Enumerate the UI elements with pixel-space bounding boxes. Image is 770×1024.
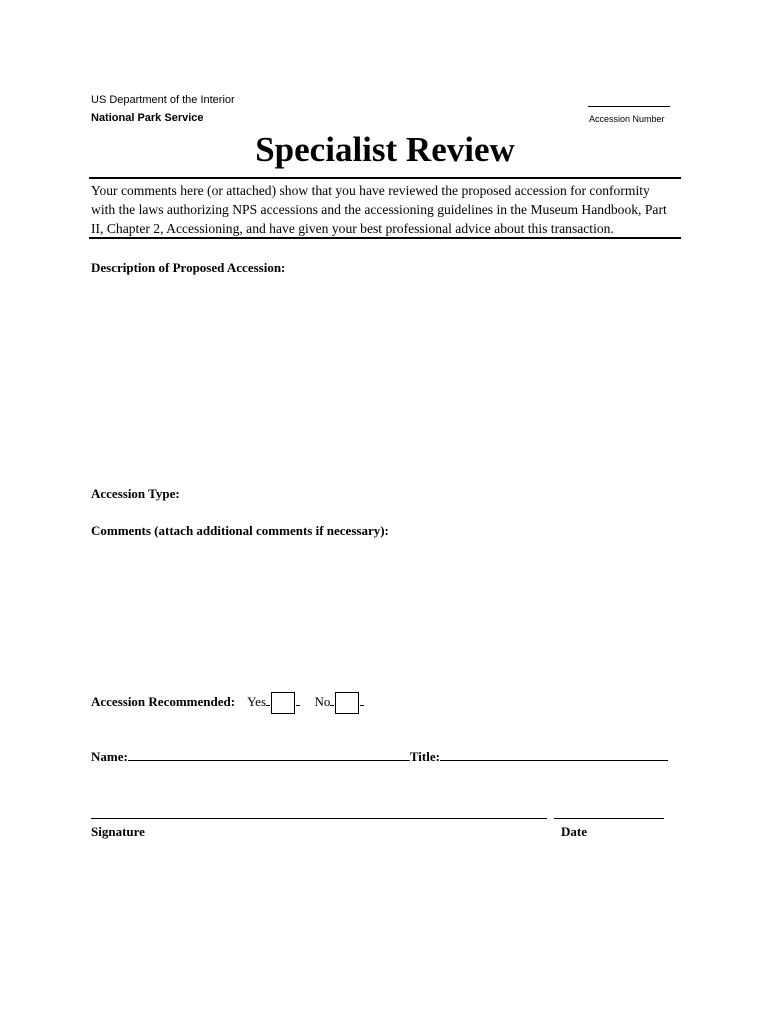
title-label: Title: xyxy=(409,749,440,764)
description-label: Description of Proposed Accession: xyxy=(91,260,286,275)
bottom-divider xyxy=(89,237,681,239)
intro-paragraph xyxy=(91,181,667,238)
name-field[interactable] xyxy=(128,760,410,761)
date-field[interactable] xyxy=(554,806,664,819)
intro-line-2: with the laws authorizing NPS accessions and the accessioning guidelines in the Museum Handbook, Part xyxy=(91,202,667,217)
agency-label: National Park Service xyxy=(91,112,204,124)
accession-number-field[interactable] xyxy=(588,96,670,107)
title-field[interactable] xyxy=(440,760,668,761)
no-label: No xyxy=(314,694,331,709)
description-field[interactable] xyxy=(89,280,681,475)
recommended-label: Accession Recommended: xyxy=(91,694,236,709)
date-label: Date xyxy=(561,824,587,839)
yes-checkbox[interactable] xyxy=(271,692,295,714)
comments-label: Comments (attach additional comments if necessary): xyxy=(91,523,389,538)
recommendation-row xyxy=(91,692,364,710)
accession-number-label: Accession Number xyxy=(589,114,665,124)
top-divider xyxy=(89,177,681,179)
no-checkbox[interactable] xyxy=(335,692,359,714)
signature-label: Signature xyxy=(91,824,145,839)
accession-type-field[interactable] xyxy=(190,484,680,504)
name-label: Name: xyxy=(91,749,128,764)
yes-label: Yes xyxy=(247,694,267,709)
accession-type-label: Accession Type: xyxy=(91,486,180,501)
name-title-row xyxy=(91,749,668,765)
intro-line-1: Your comments here (or attached) show that you have reviewed the proposed accession for conformity xyxy=(91,183,650,198)
intro-line-3: II, Chapter 2, Accessioning, and have given your best professional advice about this transaction. xyxy=(91,221,614,236)
department-label: US Department of the Interior xyxy=(91,94,235,106)
signature-field[interactable] xyxy=(91,806,547,819)
comments-field[interactable] xyxy=(89,545,681,675)
page-title: Specialist Review xyxy=(255,130,515,169)
